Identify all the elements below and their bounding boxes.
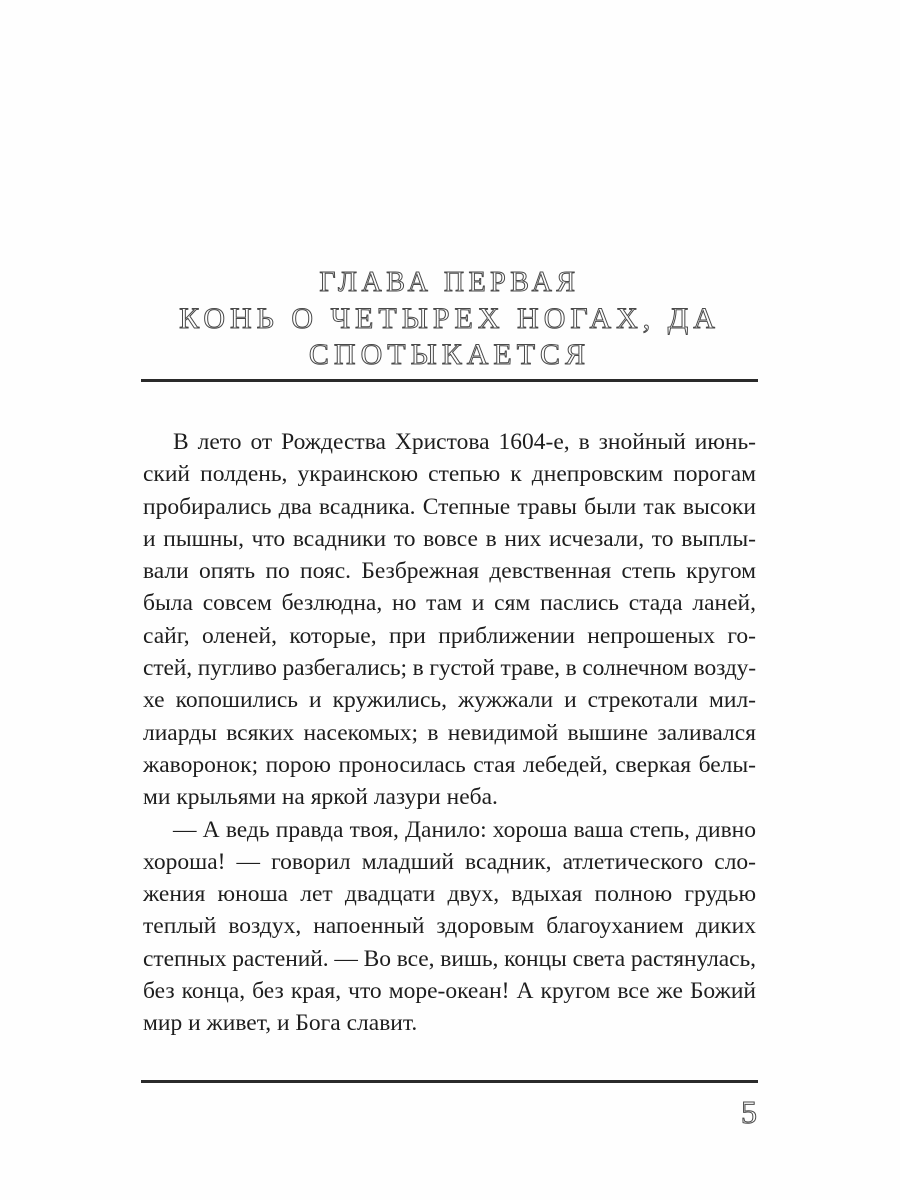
text-line: стей, пугливо разбегались; в густой траве, в солнечном возду- [143,655,756,682]
text-line: хе копошились и кружились, жужжали и стрекотали мил- [143,687,756,714]
text-line: была совсем безлюдна, но там и сям паслись стада ланей, [143,590,756,617]
text-line: ский полдень, украинскою степью к днепровским порогам [143,461,756,488]
text-line: лиарды всяких насекомых; в невидимой вышине заливался [143,719,756,746]
top-divider-rule [141,379,758,382]
text-line: вали опять по пояс. Безбрежная девственная степь кругом [143,558,756,585]
text-line: мир и живет, и Бога славит. [143,1010,418,1037]
chapter-label: ГЛАВА ПЕРВАЯ [319,267,580,299]
text-line: пробирались два всадника. Степные травы были так высоки [143,493,756,520]
text-line: хороша! — говорил младший всадник, атлетического сло- [143,848,756,875]
text-line: ми крыльями на яркой лазури неба. [143,784,498,811]
text-line: жения юноша лет двадцати двух, вдыхая полною грудью [143,881,756,908]
text-line: теплый воздух, напоенный здоровым благоуханием диких [143,913,756,940]
text-line: степных растений. — Во все, вишь, концы света растянулась, [143,945,756,972]
chapter-heading [141,265,758,373]
bottom-divider-rule [141,1080,758,1083]
text-line: и пышны, что всадники то вовсе в них исчезали, то выплы- [143,525,756,552]
text-line: В лето от Рождества Христова 1604-е, в знойный июнь- [173,429,756,455]
text-line: сайг, оленей, которые, при приближении непрошеных го- [143,622,756,649]
page-number: 5 [741,1094,757,1130]
text-line: жаворонок; порою проносилась стая лебедей, сверкая белы- [143,751,756,778]
chapter-title-line-1: КОНЬ О ЧЕТЫРЕХ НОГАХ, ДА [179,302,720,336]
text-line: — А ведь правда твоя, Данило: хороша ваша степь, дивно [173,816,756,843]
chapter-title-line-2: СПОТЫКАЕТСЯ [308,338,591,372]
text-line: без конца, без края, что море-океан! А кругом все же Божий [143,978,756,1005]
body-text [143,426,756,1040]
